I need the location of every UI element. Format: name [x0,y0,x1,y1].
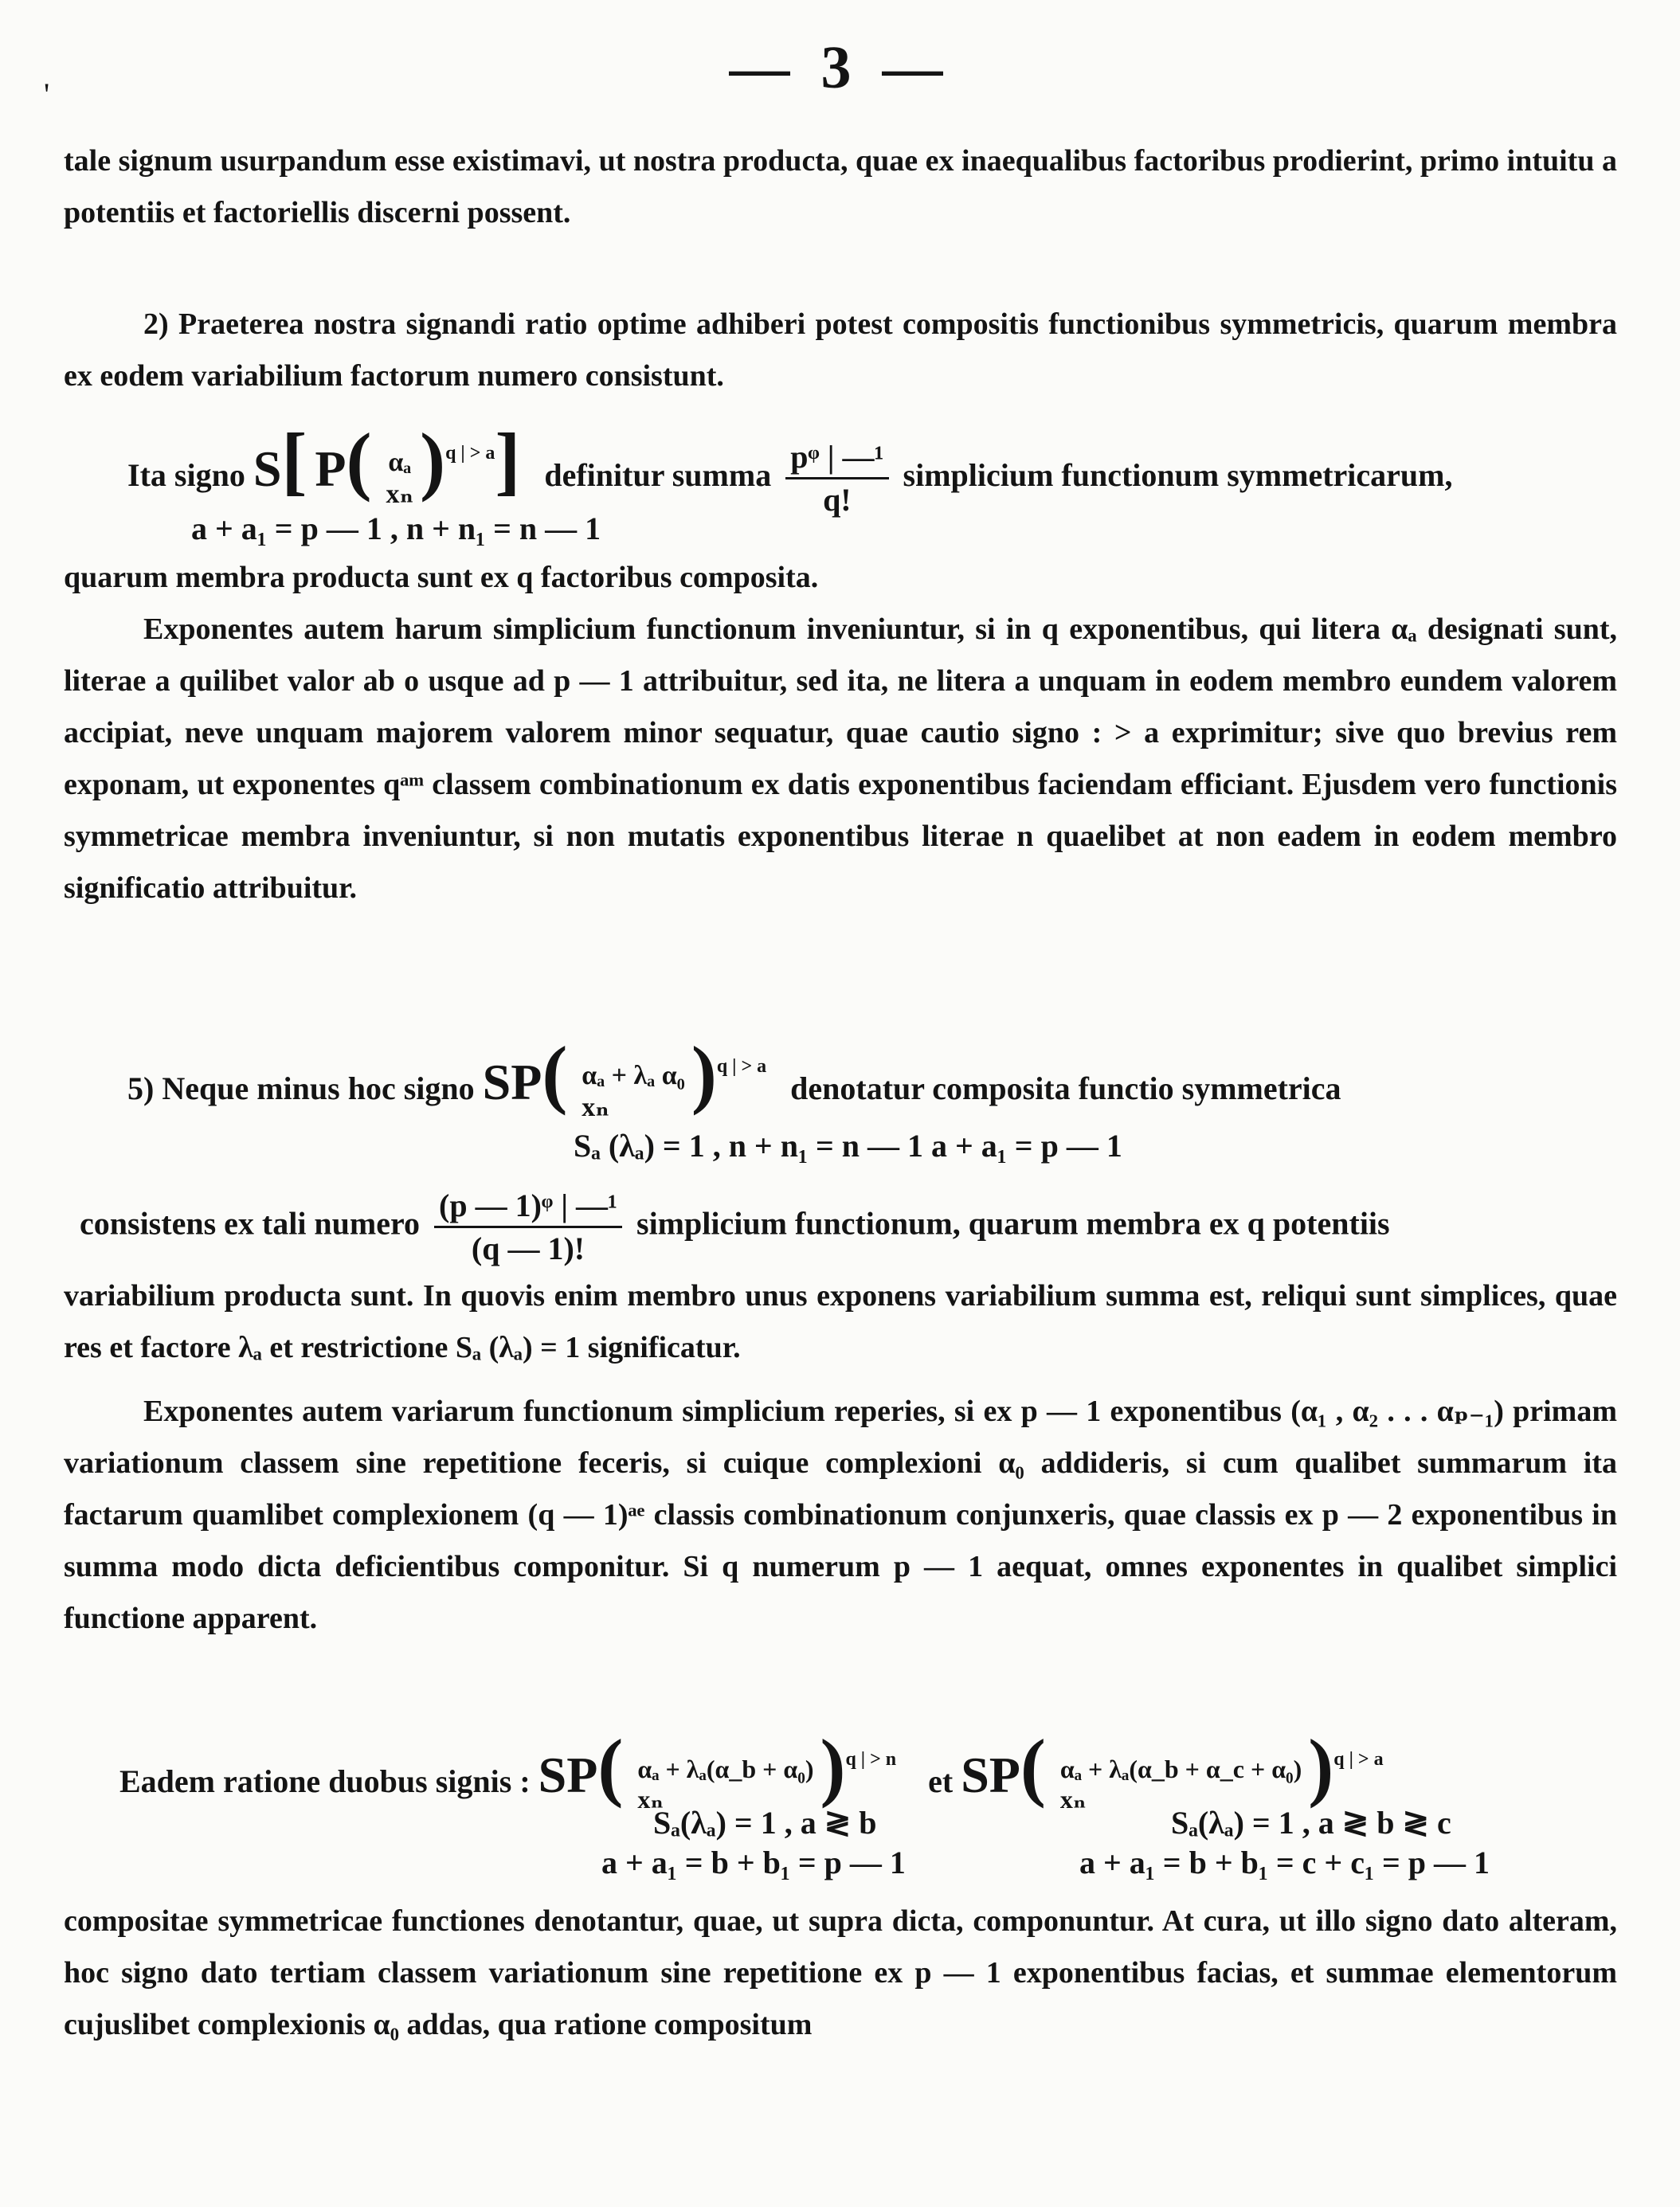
formula-x-2: xₙ [582,1092,609,1122]
formula-tail-text: simplicium functionum symmetricarum, [903,457,1453,493]
formula-top: αₐ + λₐ α₀ [582,1060,685,1090]
formula-condition-3b: a + a₁ = b + b₁ = p — 1 [601,1845,906,1880]
formula-condition-4a: Sₐ(λₐ) = 1 , a ≷ b ≷ c [1171,1805,1451,1841]
formula-x: xₙ [386,479,414,509]
formula-line-2: 5) Neque minus hoc signo SP( αₐ + λₐ α₀ xₙ )$^{q | > a}$ denotatur composita functio symmetrica [127,1031,1341,1122]
formula-tail-text-2: denotatur composita functio symmetrica [790,1070,1341,1106]
formula-fraction-sum [785,438,888,518]
paragraph-4: quarum membra producta sunt ex q factoribus composita. [64,561,819,594]
formula-superscript-2: q | > a [716,1056,767,1077]
formula-condition-3a: Sₐ(λₐ) = 1 , a ≷ b [653,1805,877,1841]
paragraph-5: Exponentes autem harum simplicium functionum inveniuntur, si in q exponentibus, qui litera αₐ designati sunt, literae a quilibet valor ab o usque ad p — 1 attribuitur, sed ita, ne litera a unquam in eodem membro eundem valorem accipiat, neve unquam majorem valorem minor sequatur, quae cautio signo : > a exprimitur; sive quo brevius rem exponam, ut exponentes qᵃᵐ classem combinationum ex datis exponentibus faciendam efficiant. Ejusdem vero functionis symmetricae membra inveniuntur, si non mutatis exponentibus literae n quaelibet at non eadem in eodem membro significatio attribuitur. [64,612,1617,905]
formula-top-4: αₐ + λₐ(α_b + α₀) [637,1755,814,1784]
paragraph-9: Exponentes autem variarum functionum simplicium reperies, si ex p — 1 exponentibus (α₁ , α₂ . . . αₚ₋₁) primam variationum classem sine repetitione feceris, si cuique complexioni α₀ addideris, si cum qualibet summarum ita factarum quamlibet complexionem (q — 1)ᵃᵉ classis combinationum conjunxeris, quae classis ex p — 2 exponentibus in summa modo dicta deficientibus componitur. Si q numerum p — 1 aequat, omnes exponentes in qualibet simplici functione apparent. [64,1395,1617,1635]
formula-SP-5: SP [961,1747,1020,1803]
formula-fraction-top-x [582,1061,685,1123]
formula-alpha: αₐ [388,447,412,477]
corner-mark: ' [44,76,50,112]
formula-lead-text-2: 5) Neque minus hoc signo [127,1070,475,1106]
paragraph-2: 2) Praeterea nostra signandi ratio optime adhiberi potest compositis functionibus symmetricis, quarum membra ex eodem variabilium factorum numero consistunt. [64,307,1617,393]
formula-SP-4: SP [538,1747,598,1803]
formula-condition-2: Sₐ (λₐ) = 1 , n + n₁ = n — 1 a + a₁ = p — 1 [574,1128,1122,1164]
formula-fraction-count [434,1187,622,1267]
formula-condition-4b: a + a₁ = b + b₁ = c + c₁ = p — 1 [1079,1845,1490,1880]
formula-line-3 [80,1187,1390,1267]
formula-condition-1: a + a₁ = p — 1 , n + n₁ = n — 1 [191,511,601,546]
formula-lead-text-3: consistens ex tali numero [80,1205,421,1242]
formula-top-5: αₐ + λₐ(α_b + α_c + α₀) [1059,1755,1302,1784]
formula-lead-text: Ita signo [127,457,245,493]
formula-mid-text: definitur summa [544,457,772,493]
fraction-denominator-2: (q — 1)! [471,1231,585,1266]
formula-superscript-4: q | > n [845,1749,897,1770]
formula-superscript-5: q | > a [1333,1749,1384,1770]
formula-S: S [253,440,282,497]
formula-superscript: q | > a [445,443,495,464]
fraction-denominator: q! [823,482,852,518]
formula-P: P [315,440,347,497]
formula-fraction-alpha-x [386,448,413,510]
formula-x-4: xₙ [637,1785,664,1814]
formula-x-5: xₙ [1059,1785,1087,1814]
fraction-numerator-2: (p — 1)ᵠ | —¹ [434,1187,622,1228]
fraction-numerator: pᵠ | —¹ [785,438,888,479]
page-number: — 3 — [729,34,951,101]
paragraph-11: compositae symmetricae functiones denotantur, quae, ut supra dicta, componuntur. At cura, ut illo signo dato alteram, hoc signo dato tertiam classem variationum sine repetitione ex p — 1 exponentibus facias, et summae elementorum cujuslibet complexionis α₀ addas, qua ratione compositum [64,1904,1617,2041]
formula-line-1: Ita signo S[ P( αₐ xₙ )$^{q | > a}$] definitur summa $\frac{\text{pᵠ | —¹}}{q!}$ simplicium functionum symmetricarum, [127,417,1453,518]
formula-tail-text-3: simplicium functionum, quarum membra ex q potentiis [636,1205,1390,1242]
formula-line-4: Eadem ratione duobus signis : SP( αₐ + λₐ(α_b + α₀) xₙ )$^{q | > n}$ et SP( αₐ + λₐ(α_b + α_c + α₀) xₙ )$^{q | > a}$ [119,1724,1384,1814]
formula-et: et [928,1763,954,1799]
formula-lead-text-4: Eadem ratione duobus signis : [119,1763,531,1799]
formula-SP: SP [482,1054,542,1110]
paragraph-8: variabilium producta sunt. In quovis enim membro unus exponens variabilium summa est, reliqui sunt simplices, quae res et factore λₐ et restrictione Sₐ (λₐ) = 1 significatur. [64,1279,1617,1364]
paragraph-1: tale signum usurpandum esse existimavi, ut nostra producta, quae ex inaequalibus factoribus prodierint, primo intuitu a potentiis et factoriellis discerni possent. [64,144,1617,229]
